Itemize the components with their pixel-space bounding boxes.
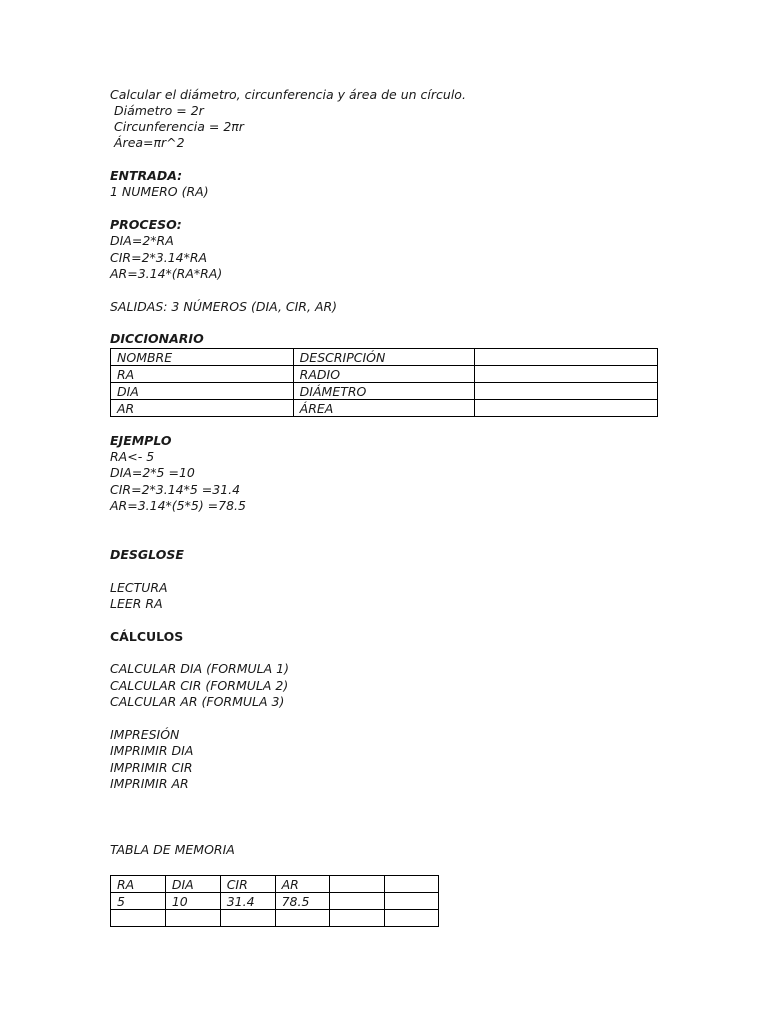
desglose-heading: DESGLOSE [110, 547, 184, 562]
ejemplo-line: AR=3.14*(5*5) =78.5 [110, 498, 246, 513]
formula-area: Área=πr^2 [114, 135, 185, 150]
ejemplo-line: RA<- 5 [110, 449, 155, 464]
diccionario-heading: DICCIONARIO [110, 331, 204, 346]
proceso-line: AR=3.14*(RA*RA) [110, 266, 223, 281]
table-row [111, 910, 439, 927]
doc-title: Calcular el diámetro, circunferencia y área de un círculo. [110, 87, 466, 102]
entrada-text: 1 NUMERO (RA) [110, 184, 209, 199]
table-cell [275, 910, 330, 927]
table-cell: DIA [165, 876, 220, 893]
impresion-line: IMPRIMIR DIA [110, 743, 194, 758]
table-row [111, 893, 439, 910]
table-cell: RADIO [293, 366, 475, 383]
ejemplo-line: DIA=2*5 =10 [110, 465, 195, 480]
table-row [111, 383, 658, 400]
table-cell [385, 893, 439, 910]
calculos-heading: CÁLCULOS [110, 629, 184, 644]
lectura-heading: LECTURA [110, 580, 168, 595]
table-cell [475, 349, 658, 366]
table-row [111, 349, 658, 366]
proceso-line: DIA=2*RA [110, 233, 174, 248]
ejemplo-line: CIR=2*3.14*5 =31.4 [110, 482, 241, 497]
calculos-line: CALCULAR DIA (FORMULA 1) [110, 661, 289, 676]
table-cell: RA [111, 876, 166, 893]
entrada-heading: ENTRADA: [110, 168, 183, 183]
impresion-line: IMPRIMIR CIR [110, 760, 193, 775]
table-cell: NOMBRE [111, 349, 294, 366]
table-cell [475, 383, 658, 400]
impresion-heading: IMPRESIÓN [110, 727, 180, 742]
table-row [111, 366, 658, 383]
table-cell [385, 910, 439, 927]
table-cell: DIA [111, 383, 294, 400]
table-cell: 31.4 [220, 893, 275, 910]
table-cell [330, 893, 385, 910]
memoria-heading: TABLA DE MEMORIA [110, 842, 235, 857]
table-cell: AR [111, 400, 294, 417]
impresion-line: IMPRIMIR AR [110, 776, 189, 791]
table-cell: ÁREA [293, 400, 475, 417]
ejemplo-heading: EJEMPLO [110, 433, 172, 448]
proceso-heading: PROCESO: [110, 217, 182, 232]
table-cell [475, 366, 658, 383]
table-row [111, 400, 658, 417]
proceso-line: CIR=2*3.14*RA [110, 250, 208, 265]
table-cell [330, 876, 385, 893]
calculos-line: CALCULAR CIR (FORMULA 2) [110, 678, 289, 693]
table-cell: AR [275, 876, 330, 893]
table-cell: 5 [111, 893, 166, 910]
memoria-table [110, 875, 439, 927]
table-cell [111, 910, 166, 927]
table-cell: DIÁMETRO [293, 383, 475, 400]
table-cell: 10 [165, 893, 220, 910]
table-cell [165, 910, 220, 927]
table-cell: RA [111, 366, 294, 383]
table-cell: CIR [220, 876, 275, 893]
table-cell [220, 910, 275, 927]
table-cell [330, 910, 385, 927]
lectura-line: LEER RA [110, 596, 163, 611]
formula-circumference: Circunferencia = 2πr [114, 119, 244, 134]
table-cell [475, 400, 658, 417]
salidas-text: SALIDAS: 3 NÚMEROS (DIA, CIR, AR) [110, 299, 338, 314]
diccionario-table [110, 348, 658, 417]
table-cell: 78.5 [275, 893, 330, 910]
table-row [111, 876, 439, 893]
formula-diameter: Diámetro = 2r [114, 103, 204, 118]
calculos-line: CALCULAR AR (FORMULA 3) [110, 694, 285, 709]
table-cell: DESCRIPCIÓN [293, 349, 475, 366]
table-cell [385, 876, 439, 893]
